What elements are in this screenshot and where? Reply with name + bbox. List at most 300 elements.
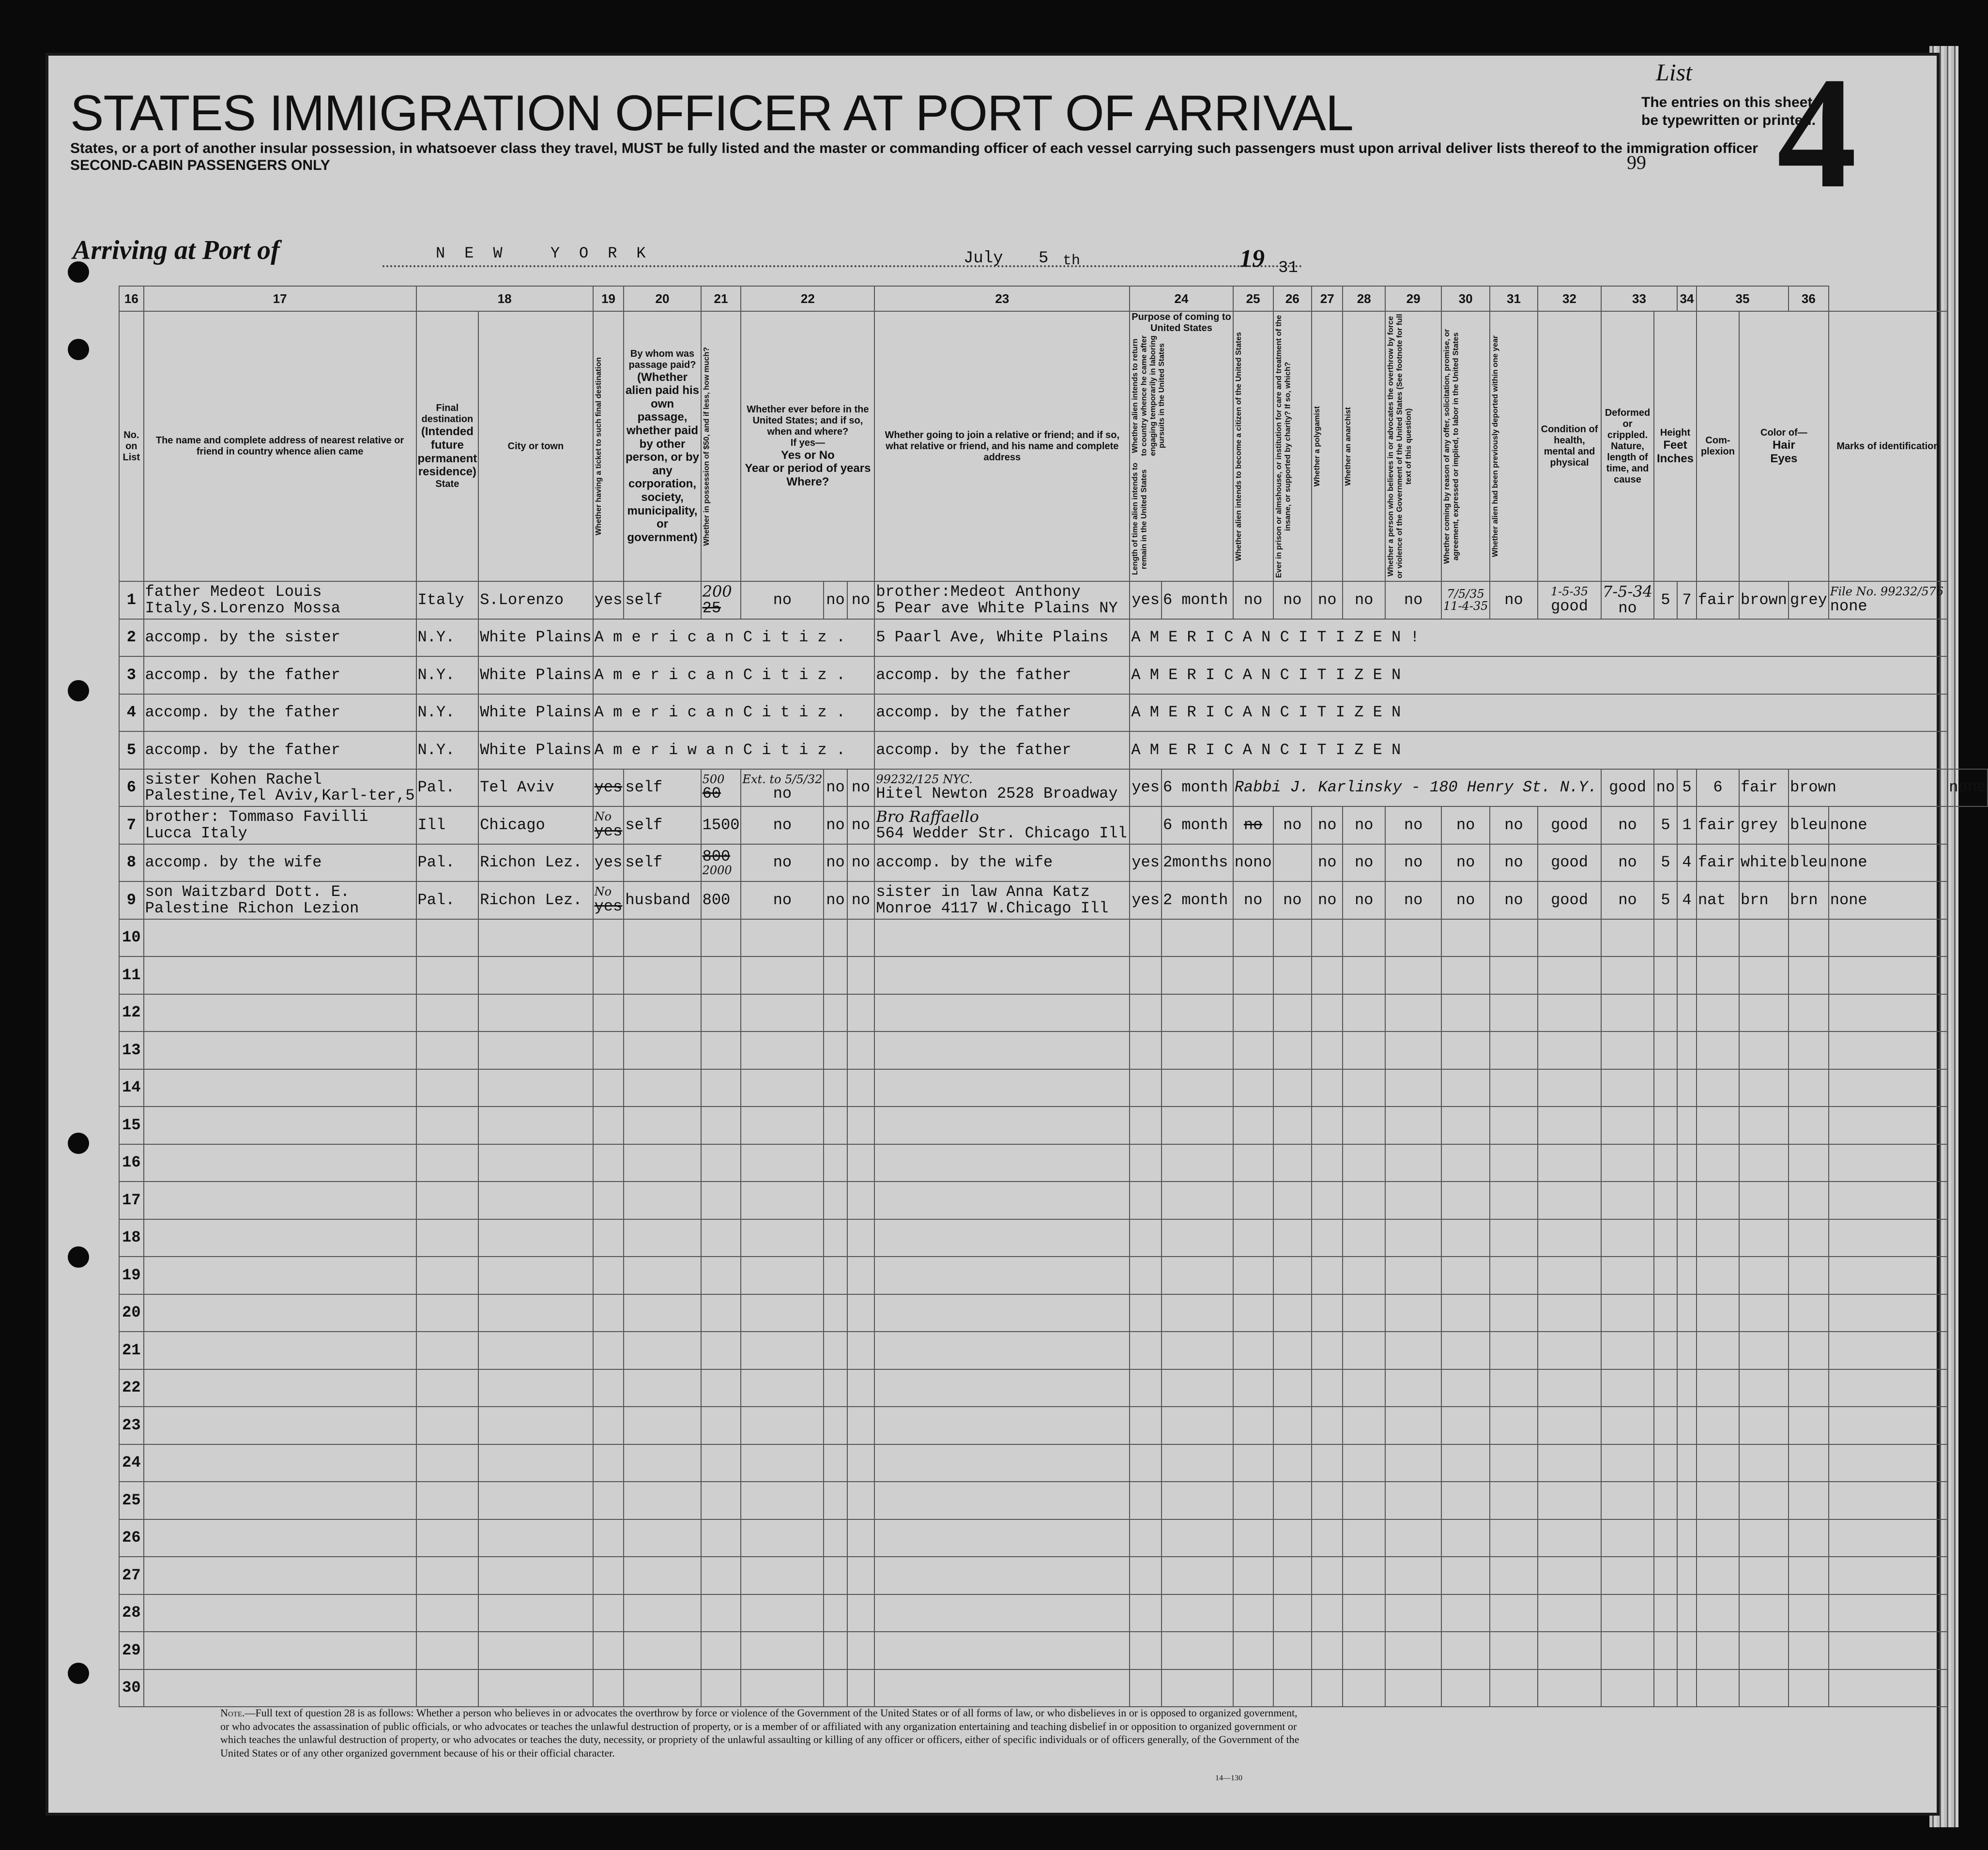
empty-cell: [624, 1144, 701, 1182]
empty-cell: [1829, 994, 1947, 1032]
empty-cell: [1697, 1031, 1739, 1069]
header-nearest-relative: The name and complete address of nearest relative or friend in country whence alien came: [144, 311, 416, 581]
empty-cell: [1343, 1519, 1385, 1557]
dest-city: Tel Aviv: [478, 769, 593, 807]
row-number: 29: [119, 1632, 144, 1669]
empty-cell: [1697, 1594, 1739, 1632]
empty-cell: [1490, 1144, 1538, 1182]
deformed: no: [1601, 806, 1654, 844]
empty-cell: [701, 1632, 741, 1669]
previous-year: no: [824, 769, 847, 807]
header-passage-paid-title: By whom was passage paid?: [628, 348, 696, 370]
empty-cell: [1312, 1444, 1343, 1482]
marks: none: [1830, 597, 1867, 615]
empty-cell: [1697, 1294, 1739, 1332]
height-inches: 7: [1677, 581, 1697, 619]
empty-cell: [874, 1632, 1130, 1669]
empty-cell: [1654, 994, 1677, 1032]
empty-cell: [874, 1594, 1130, 1632]
empty-cell: [593, 1332, 624, 1369]
row-number: 11: [119, 956, 144, 994]
empty-cell: [1385, 1294, 1441, 1332]
empty-cell: [1677, 1482, 1697, 1519]
empty-cell: [1789, 994, 1829, 1032]
handwritten-date: 1-5-35: [1550, 585, 1589, 599]
row-number: 15: [119, 1107, 144, 1144]
citizen-stamp: A M E R I C A N C I T I Z E N: [1130, 694, 1947, 732]
empty-cell: [624, 1482, 701, 1519]
empty-cell: [1273, 1444, 1312, 1482]
previous-year: no: [824, 881, 847, 919]
money-cell: [701, 844, 741, 882]
empty-cell: [478, 919, 593, 957]
citizen-note: A m e r i w a n C i t i z .: [593, 731, 875, 769]
empty-cell: [1601, 1294, 1654, 1332]
empty-cell: [1601, 1482, 1654, 1519]
empty-cell: [1130, 1407, 1162, 1444]
empty-cell: [1343, 1107, 1385, 1144]
empty-cell: [1789, 1069, 1829, 1107]
header-yes-no: Yes or No: [781, 448, 835, 462]
previous-where: no: [847, 769, 875, 807]
empty-cell: [1312, 1294, 1343, 1332]
empty-cell: [416, 1294, 479, 1332]
empty-cell: [1601, 1594, 1654, 1632]
empty-cell: [1697, 1182, 1739, 1219]
empty-cell: [847, 1031, 875, 1069]
hair: brown: [1789, 769, 1947, 807]
empty-cell: [1697, 1407, 1739, 1444]
empty-cell: [593, 994, 624, 1032]
empty-cell: [874, 1557, 1130, 1594]
empty-cell: [1312, 1407, 1343, 1444]
empty-cell: [1162, 1332, 1233, 1369]
handwritten-date: 7-5-34: [1602, 582, 1653, 601]
previous-where: no: [847, 806, 875, 844]
empty-cell: [1233, 1407, 1273, 1444]
empty-cell: [847, 1632, 875, 1669]
dotted-rule: [382, 265, 1302, 267]
colnum: 36: [1789, 286, 1829, 311]
empty-cell: [1601, 1182, 1654, 1219]
empty-cell: [1273, 1031, 1312, 1069]
empty-cell: [1490, 1332, 1538, 1369]
empty-cell: [1385, 1031, 1441, 1069]
entries-note: The entries on this sheet: [1641, 94, 1813, 110]
deported: no: [1490, 844, 1538, 882]
empty-cell: [1130, 1219, 1162, 1257]
empty-cell: [1789, 1257, 1829, 1294]
empty-cell: [1130, 1557, 1162, 1594]
empty-cell: [1789, 919, 1829, 957]
empty-cell: [1130, 1332, 1162, 1369]
empty-cell: [416, 1144, 479, 1182]
empty-cell: [624, 1182, 701, 1219]
empty-cell: [1697, 1557, 1739, 1594]
join-relative: Bro Raffaello: [876, 807, 979, 826]
empty-cell: [1538, 1594, 1601, 1632]
empty-cell: [1601, 1332, 1654, 1369]
header-hair: Hair: [1773, 438, 1795, 452]
header-citizen: [1233, 311, 1273, 581]
table-row: [119, 581, 1988, 619]
empty-cell: [1538, 1219, 1601, 1257]
empty-cell: [1739, 956, 1789, 994]
empty-cell: [1385, 1182, 1441, 1219]
empty-cell: [1343, 994, 1385, 1032]
empty-cell: [1739, 1519, 1789, 1557]
port-value: NEW YORK: [436, 244, 665, 262]
empty-cell: [144, 1482, 416, 1519]
empty-cell: [416, 919, 479, 957]
empty-cell: [1829, 1069, 1947, 1107]
dest-state: N.Y.: [416, 656, 479, 694]
empty-cell: [1829, 1182, 1947, 1219]
empty-cell: [478, 1407, 593, 1444]
empty-cell: [1829, 1219, 1947, 1257]
citizen-stamp: A M E R I C A N C I T I Z E N !: [1130, 619, 1947, 657]
empty-cell: [741, 1257, 824, 1294]
handwritten-sponsor: Rabbi J. Karlinsky - 180 Henry St. N.Y.: [1233, 769, 1601, 807]
table-row: [119, 1144, 1988, 1182]
empty-cell: [874, 956, 1130, 994]
empty-cell: [1654, 1632, 1677, 1669]
empty-cell: [1130, 1519, 1162, 1557]
empty-cell: [824, 1069, 847, 1107]
empty-cell: [847, 1482, 875, 1519]
empty-cell: [416, 1332, 479, 1369]
empty-cell: [1162, 1107, 1233, 1144]
empty-cell: [741, 1669, 824, 1707]
empty-cell: [1697, 1107, 1739, 1144]
row-number: 28: [119, 1594, 144, 1632]
empty-cell: [624, 1594, 701, 1632]
dest-city: White Plains: [478, 694, 593, 732]
dest-state: N.Y.: [416, 694, 479, 732]
empty-cell: [824, 1144, 847, 1182]
stay-length: 6 month: [1162, 769, 1233, 807]
dest-state: Pal.: [416, 769, 479, 807]
money-struck: 800: [702, 847, 731, 865]
empty-cell: [1697, 1257, 1739, 1294]
header-money: [701, 311, 741, 581]
empty-cell: [1677, 1407, 1697, 1444]
empty-cell: [1789, 1482, 1829, 1519]
empty-cell: [1490, 1031, 1538, 1069]
empty-cell: [1677, 1669, 1697, 1707]
empty-cell: [741, 1519, 824, 1557]
empty-cell: [1312, 1669, 1343, 1707]
empty-cell: [1601, 1069, 1654, 1107]
purpose: yes: [1130, 844, 1162, 882]
table-row: [119, 769, 1988, 807]
previous-year: no: [824, 581, 847, 619]
empty-cell: [1538, 1031, 1601, 1069]
empty-cell: [478, 1594, 593, 1632]
empty-cell: [701, 1369, 741, 1407]
empty-cell: [1343, 1031, 1385, 1069]
empty-cell: [1739, 1369, 1789, 1407]
empty-cell: [1162, 1519, 1233, 1557]
empty-cell: [824, 1294, 847, 1332]
row-number: 6: [119, 769, 144, 807]
empty-cell: [1233, 994, 1273, 1032]
empty-cell: [1654, 1144, 1677, 1182]
empty-cell: [624, 1519, 701, 1557]
handwritten-date: 11-4-35: [1443, 599, 1488, 613]
eyes: bleu: [1789, 844, 1829, 882]
empty-cell: [416, 1519, 479, 1557]
empty-cell: [1490, 1182, 1538, 1219]
footnote: [220, 1706, 1305, 1759]
previously-in-us: no: [741, 806, 824, 844]
empty-cell: [1233, 1182, 1273, 1219]
corner-number: 99: [1627, 152, 1646, 173]
colnum: 35: [1697, 286, 1789, 311]
stay-length: 6 month: [1162, 806, 1233, 844]
empty-cell: [624, 1669, 701, 1707]
table-row: [119, 694, 1988, 732]
money-cell: [701, 581, 741, 619]
empty-cell: [1385, 1332, 1441, 1369]
header-state-label: State: [435, 478, 459, 489]
empty-cell: [1385, 1519, 1441, 1557]
empty-cell: [1312, 1482, 1343, 1519]
empty-cell: [824, 1257, 847, 1294]
empty-cell: [593, 1669, 624, 1707]
empty-cell: [847, 1519, 875, 1557]
empty-cell: [701, 1557, 741, 1594]
header-marks: Marks of identification: [1829, 311, 1947, 581]
row-number: 13: [119, 1031, 144, 1069]
join-file: 99232/125 NYC.: [876, 772, 973, 786]
empty-cell: [144, 1557, 416, 1594]
empty-cell: [1162, 1219, 1233, 1257]
empty-cell: [1829, 1444, 1947, 1482]
empty-cell: [1789, 1519, 1829, 1557]
empty-cell: [1490, 956, 1538, 994]
health-cell: [1538, 581, 1601, 619]
money: 500: [702, 772, 725, 786]
empty-cell: [847, 919, 875, 957]
empty-cell: [624, 1444, 701, 1482]
empty-cell: [1538, 1482, 1601, 1519]
empty-cell: [1233, 1482, 1273, 1519]
hair: brn: [1739, 881, 1789, 919]
empty-cell: [1697, 1332, 1739, 1369]
row-number: 26: [119, 1519, 144, 1557]
empty-cell: [1601, 1407, 1654, 1444]
empty-cell: [144, 1294, 416, 1332]
empty-cell: [144, 1219, 416, 1257]
empty-cell: [1441, 1257, 1490, 1294]
empty-cell: [1601, 1444, 1654, 1482]
overthrow: no: [1385, 881, 1441, 919]
empty-cell: [1829, 1369, 1947, 1407]
empty-cell: [874, 919, 1130, 957]
empty-cell: [1441, 1557, 1490, 1594]
punch-hole: [68, 339, 89, 360]
dest-city: Chicago: [478, 806, 593, 844]
empty-cell: [874, 1144, 1130, 1182]
empty-cell: [1490, 1107, 1538, 1144]
empty-cell: [847, 1444, 875, 1482]
empty-cell: [1130, 1069, 1162, 1107]
previously-in-us: no: [741, 881, 824, 919]
colnum: 21: [701, 286, 741, 311]
empty-cell: [1538, 1069, 1601, 1107]
header-purpose-title: Purpose of coming to United States: [1132, 312, 1231, 334]
empty-cell: [1343, 1294, 1385, 1332]
empty-cell: [624, 956, 701, 994]
previous-where: no: [847, 581, 875, 619]
empty-cell: [701, 1107, 741, 1144]
empty-cell: [1789, 1369, 1829, 1407]
empty-cell: [144, 919, 416, 957]
header-deported-text: Whether alien had been previously deported within one year: [1491, 335, 1499, 557]
empty-cell: [824, 1557, 847, 1594]
empty-cell: [1789, 956, 1829, 994]
table-row: [119, 1594, 1988, 1632]
empty-cell: [144, 1407, 416, 1444]
empty-cell: [1273, 1407, 1312, 1444]
empty-cell: [1789, 1219, 1829, 1257]
empty-cell: [1538, 1332, 1601, 1369]
file-number: File No. 99232/576: [1830, 585, 1944, 599]
ticket-cell: [593, 806, 624, 844]
empty-cell: [1677, 1182, 1697, 1219]
empty-cell: [1829, 1594, 1947, 1632]
empty-cell: [1385, 919, 1441, 957]
empty-cell: [1385, 1632, 1441, 1669]
previous-where: no: [847, 844, 875, 882]
empty-cell: [741, 1144, 824, 1182]
empty-cell: [1441, 1669, 1490, 1707]
empty-cell: [1490, 1519, 1538, 1557]
join-relative: accomp. by the father: [874, 731, 1130, 769]
deformed: no: [1654, 769, 1677, 807]
empty-cell: [593, 919, 624, 957]
empty-cell: [1162, 1669, 1233, 1707]
empty-cell: [1441, 919, 1490, 957]
empty-cell: [1130, 1594, 1162, 1632]
empty-cell: [1601, 1107, 1654, 1144]
header-citizen-text: Whether alien intends to become a citizen of the United States: [1234, 332, 1243, 561]
empty-cell: [1343, 1182, 1385, 1219]
table-row: [119, 1069, 1988, 1107]
empty-cell: [1273, 1669, 1312, 1707]
empty-cell: [1162, 1407, 1233, 1444]
empty-cell: [1233, 956, 1273, 994]
empty-cell: [874, 1332, 1130, 1369]
empty-cell: [1162, 1594, 1233, 1632]
empty-cell: [478, 1632, 593, 1669]
dest-state: Pal.: [416, 844, 479, 882]
header-year-period: Year or period of years: [745, 462, 871, 475]
empty-cell: [478, 994, 593, 1032]
empty-cell: [1343, 1557, 1385, 1594]
empty-cell: [1312, 1557, 1343, 1594]
list-number: 4: [1777, 45, 1857, 221]
empty-cell: [624, 1031, 701, 1069]
empty-cell: [1162, 1557, 1233, 1594]
empty-cell: [1739, 1632, 1789, 1669]
money-cell: [701, 769, 741, 807]
row-number: 23: [119, 1407, 144, 1444]
empty-cell: [478, 956, 593, 994]
empty-cell: [593, 1069, 624, 1107]
empty-cell: [1273, 1482, 1312, 1519]
empty-cell: [1312, 994, 1343, 1032]
empty-cell: [1343, 1407, 1385, 1444]
empty-cell: [1601, 956, 1654, 994]
empty-cell: [1538, 1182, 1601, 1219]
empty-cell: [478, 1031, 593, 1069]
empty-cell: [1538, 1407, 1601, 1444]
height-inches: 4: [1677, 881, 1697, 919]
second-cabin-label: SECOND-CABIN PASSENGERS ONLY: [70, 157, 330, 173]
arriving-label: Arriving at Port of: [73, 235, 280, 265]
row-number: 20: [119, 1294, 144, 1332]
empty-cell: [847, 1669, 875, 1707]
empty-cell: [1697, 1482, 1739, 1519]
empty-cell: [1273, 1144, 1312, 1182]
colnum: 34: [1677, 286, 1697, 311]
empty-cell: [416, 1369, 479, 1407]
empty-cell: [416, 1594, 479, 1632]
empty-cell: [478, 1669, 593, 1707]
paid-by: self: [624, 806, 701, 844]
citizen-note: A m e r i c a n C i t i z .: [593, 694, 875, 732]
deformed-cell: [1601, 581, 1654, 619]
overthrow: no: [1385, 581, 1441, 619]
empty-cell: [624, 1219, 701, 1257]
empty-cell: [1343, 1369, 1385, 1407]
empty-cell: [624, 1257, 701, 1294]
empty-cell: [1441, 1107, 1490, 1144]
row-number: 18: [119, 1219, 144, 1257]
join-relative: accomp. by the father: [874, 694, 1130, 732]
table-row: [119, 1369, 1988, 1407]
empty-cell: [824, 1519, 847, 1557]
colnum: 30: [1441, 286, 1490, 311]
empty-cell: [1697, 956, 1739, 994]
empty-cell: [1538, 1519, 1601, 1557]
empty-cell: [1343, 1669, 1385, 1707]
paid-by: self: [624, 769, 701, 807]
header-height-title: Height: [1660, 427, 1691, 438]
empty-cell: [1162, 956, 1233, 994]
purpose: yes: [1130, 581, 1162, 619]
empty-cell: [1233, 1519, 1273, 1557]
empty-cell: [1829, 1519, 1947, 1557]
empty-cell: [874, 1482, 1130, 1519]
empty-cell: [1490, 1219, 1538, 1257]
punch-hole: [68, 1133, 89, 1154]
empty-cell: [701, 1407, 741, 1444]
empty-cell: [144, 1519, 416, 1557]
empty-cell: [1162, 1294, 1233, 1332]
empty-cell: [1312, 1257, 1343, 1294]
form-code: 14—130: [1215, 1774, 1242, 1782]
empty-cell: [1601, 1632, 1654, 1669]
ticket: yes: [594, 822, 623, 840]
empty-cell: [1312, 1594, 1343, 1632]
empty-cell: [1654, 1182, 1677, 1219]
empty-cell: [1385, 1144, 1441, 1182]
prev-cell: [741, 769, 824, 807]
polygamist: no: [1312, 581, 1343, 619]
